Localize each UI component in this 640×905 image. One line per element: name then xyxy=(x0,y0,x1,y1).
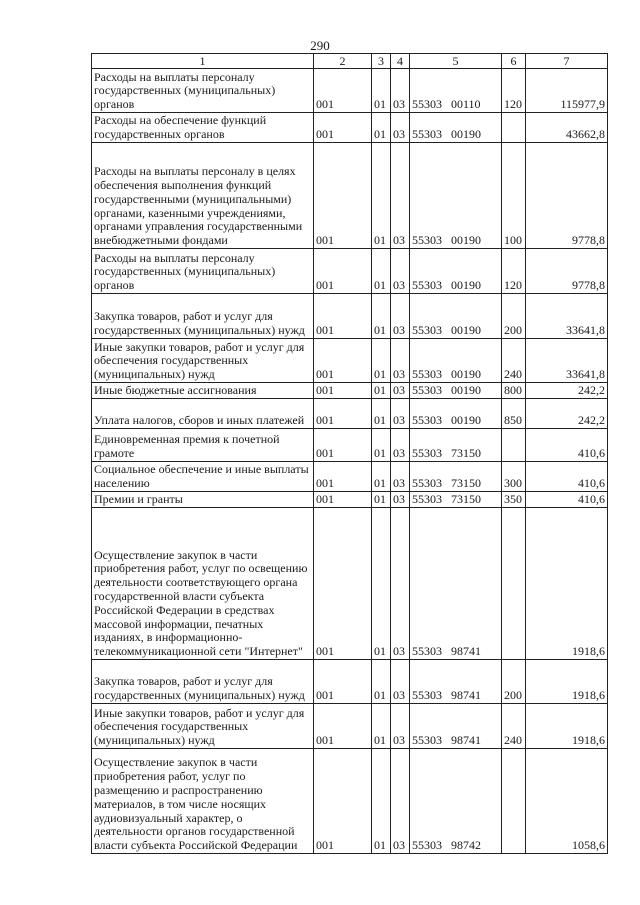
row-subsection: 03 xyxy=(391,462,410,492)
row-target-article: 55303 98742 xyxy=(410,749,502,854)
row-section: 01 xyxy=(372,399,391,429)
row-section: 01 xyxy=(372,69,391,113)
row-amount: 115977,9 xyxy=(526,69,608,113)
row-section: 01 xyxy=(372,492,391,508)
table-row xyxy=(92,462,608,492)
row-expense-type: 200 xyxy=(502,294,526,339)
row-name: Премии и гранты xyxy=(92,492,314,508)
row-subsection: 03 xyxy=(391,492,410,508)
row-name: Закупка товаров, работ и услуг для государственных (муниципальных) нужд xyxy=(92,294,314,339)
row-expense-type: 300 xyxy=(502,462,526,492)
row-amount: 410,6 xyxy=(526,492,608,508)
table-row xyxy=(92,143,608,249)
row-target-article: 55303 00190 xyxy=(410,249,502,294)
row-target-article: 55303 00190 xyxy=(410,383,502,399)
row-section: 01 xyxy=(372,749,391,854)
header-cell: 1 xyxy=(92,54,314,69)
row-name: Расходы на выплаты персоналу государственных (муниципальных) органов xyxy=(92,69,314,113)
row-target-article: 55303 00190 xyxy=(410,399,502,429)
row-target-article: 55303 73150 xyxy=(410,462,502,492)
table-row xyxy=(92,113,608,143)
row-amount: 33641,8 xyxy=(526,294,608,339)
row-ministry-code: 001 xyxy=(314,749,372,854)
header-row xyxy=(92,54,608,69)
table-row xyxy=(92,383,608,399)
row-amount: 9778,8 xyxy=(526,249,608,294)
row-ministry-code: 001 xyxy=(314,492,372,508)
row-subsection: 03 xyxy=(391,383,410,399)
row-name: Закупка товаров, работ и услуг для государственных (муниципальных) нужд xyxy=(92,660,314,704)
table-row xyxy=(92,492,608,508)
row-amount: 242,2 xyxy=(526,399,608,429)
row-section: 01 xyxy=(372,294,391,339)
row-expense-type: 800 xyxy=(502,383,526,399)
row-expense-type xyxy=(502,113,526,143)
row-target-article: 55303 00190 xyxy=(410,294,502,339)
row-amount: 1918,6 xyxy=(526,704,608,749)
table-row xyxy=(92,704,608,749)
row-expense-type: 240 xyxy=(502,704,526,749)
row-target-article: 55303 73150 xyxy=(410,492,502,508)
table-row xyxy=(92,660,608,704)
row-ministry-code: 001 xyxy=(314,462,372,492)
row-subsection: 03 xyxy=(391,143,410,249)
row-ministry-code: 001 xyxy=(314,69,372,113)
row-expense-type: 240 xyxy=(502,339,526,383)
row-section: 01 xyxy=(372,249,391,294)
table-row xyxy=(92,294,608,339)
table-row xyxy=(92,339,608,383)
row-expense-type: 120 xyxy=(502,249,526,294)
row-amount: 1918,6 xyxy=(526,508,608,660)
row-expense-type: 100 xyxy=(502,143,526,249)
header-cell: 5 xyxy=(410,54,502,69)
row-expense-type: 200 xyxy=(502,660,526,704)
row-target-article: 55303 98741 xyxy=(410,660,502,704)
page-number: 290 xyxy=(310,38,330,53)
row-amount: 410,6 xyxy=(526,462,608,492)
row-amount: 43662,8 xyxy=(526,113,608,143)
row-amount: 1058,6 xyxy=(526,749,608,854)
table-row xyxy=(92,749,608,854)
row-ministry-code: 001 xyxy=(314,294,372,339)
row-ministry-code: 001 xyxy=(314,339,372,383)
header-cell: 7 xyxy=(526,54,608,69)
row-amount: 1918,6 xyxy=(526,660,608,704)
row-target-article: 55303 00190 xyxy=(410,143,502,249)
row-name: Расходы на выплаты персоналу государственных (муниципальных) органов xyxy=(92,249,314,294)
row-section: 01 xyxy=(372,143,391,249)
row-name: Социальное обеспечение и иные выплаты населению xyxy=(92,462,314,492)
row-subsection: 03 xyxy=(391,339,410,383)
row-target-article: 55303 00110 xyxy=(410,69,502,113)
row-expense-type xyxy=(502,749,526,854)
row-ministry-code: 001 xyxy=(314,113,372,143)
row-target-article: 55303 98741 xyxy=(410,704,502,749)
row-subsection: 03 xyxy=(391,704,410,749)
table-row xyxy=(92,69,608,113)
row-subsection: 03 xyxy=(391,249,410,294)
row-ministry-code: 001 xyxy=(314,508,372,660)
row-target-article: 55303 98741 xyxy=(410,508,502,660)
row-ministry-code: 001 xyxy=(314,143,372,249)
row-name: Уплата налогов, сборов и иных платежей xyxy=(92,399,314,429)
row-section: 01 xyxy=(372,113,391,143)
row-amount: 33641,8 xyxy=(526,339,608,383)
row-subsection: 03 xyxy=(391,508,410,660)
row-amount: 410,6 xyxy=(526,429,608,462)
row-ministry-code: 001 xyxy=(314,429,372,462)
row-name: Иные бюджетные ассигнования xyxy=(92,383,314,399)
row-subsection: 03 xyxy=(391,294,410,339)
row-expense-type: 120 xyxy=(502,69,526,113)
row-ministry-code: 001 xyxy=(314,399,372,429)
header-cell: 6 xyxy=(502,54,526,69)
row-subsection: 03 xyxy=(391,399,410,429)
table-row xyxy=(92,508,608,660)
row-subsection: 03 xyxy=(391,660,410,704)
row-ministry-code: 001 xyxy=(314,660,372,704)
row-name: Иные закупки товаров, работ и услуг для обеспечения государственных (муниципальных) нужд xyxy=(92,339,314,383)
row-section: 01 xyxy=(372,339,391,383)
row-target-article: 55303 73150 xyxy=(410,429,502,462)
row-section: 01 xyxy=(372,383,391,399)
table-row xyxy=(92,249,608,294)
header-cell: 4 xyxy=(391,54,410,69)
row-section: 01 xyxy=(372,508,391,660)
table-row xyxy=(92,399,608,429)
row-expense-type xyxy=(502,429,526,462)
row-section: 01 xyxy=(372,660,391,704)
row-expense-type: 350 xyxy=(502,492,526,508)
row-name: Расходы на выплаты персоналу в целях обеспечения выполнения функций государственными (муниципальными) органами, казенными учреждениями, органами управления государственными внебюджетными фондами xyxy=(92,143,314,249)
row-ministry-code: 001 xyxy=(314,704,372,749)
row-target-article: 55303 00190 xyxy=(410,339,502,383)
row-ministry-code: 001 xyxy=(314,383,372,399)
budget-table xyxy=(91,53,608,854)
row-subsection: 03 xyxy=(391,113,410,143)
row-ministry-code: 001 xyxy=(314,249,372,294)
row-name: Единовременная премия к почетной грамоте xyxy=(92,429,314,462)
row-name: Иные закупки товаров, работ и услуг для обеспечения государственных (муниципальных) нужд xyxy=(92,704,314,749)
row-expense-type xyxy=(502,508,526,660)
row-amount: 242,2 xyxy=(526,383,608,399)
table-row xyxy=(92,429,608,462)
row-amount: 9778,8 xyxy=(526,143,608,249)
row-section: 01 xyxy=(372,462,391,492)
header-cell: 3 xyxy=(372,54,391,69)
row-target-article: 55303 00190 xyxy=(410,113,502,143)
row-subsection: 03 xyxy=(391,69,410,113)
row-name: Осуществление закупок в части приобретения работ, услуг по освещению деятельности соответствующего органа государственной власти субъекта Российской Федерации в средствах массовой информации, печатных изданиях, в информационно-телекоммуникационной сети "Интернет" xyxy=(92,508,314,660)
row-expense-type: 850 xyxy=(502,399,526,429)
row-name: Осуществление закупок в части приобретения работ, услуг по размещению и распространению материалов, в том числе носящих аудиовизуальный характер, о деятельности органов государственной власти субъекта Российской Федерации xyxy=(92,749,314,854)
row-subsection: 03 xyxy=(391,749,410,854)
table-body xyxy=(92,69,608,854)
row-name: Расходы на обеспечение функций государственных органов xyxy=(92,113,314,143)
row-subsection: 03 xyxy=(391,429,410,462)
header-cell: 2 xyxy=(314,54,372,69)
row-section: 01 xyxy=(372,429,391,462)
row-section: 01 xyxy=(372,704,391,749)
